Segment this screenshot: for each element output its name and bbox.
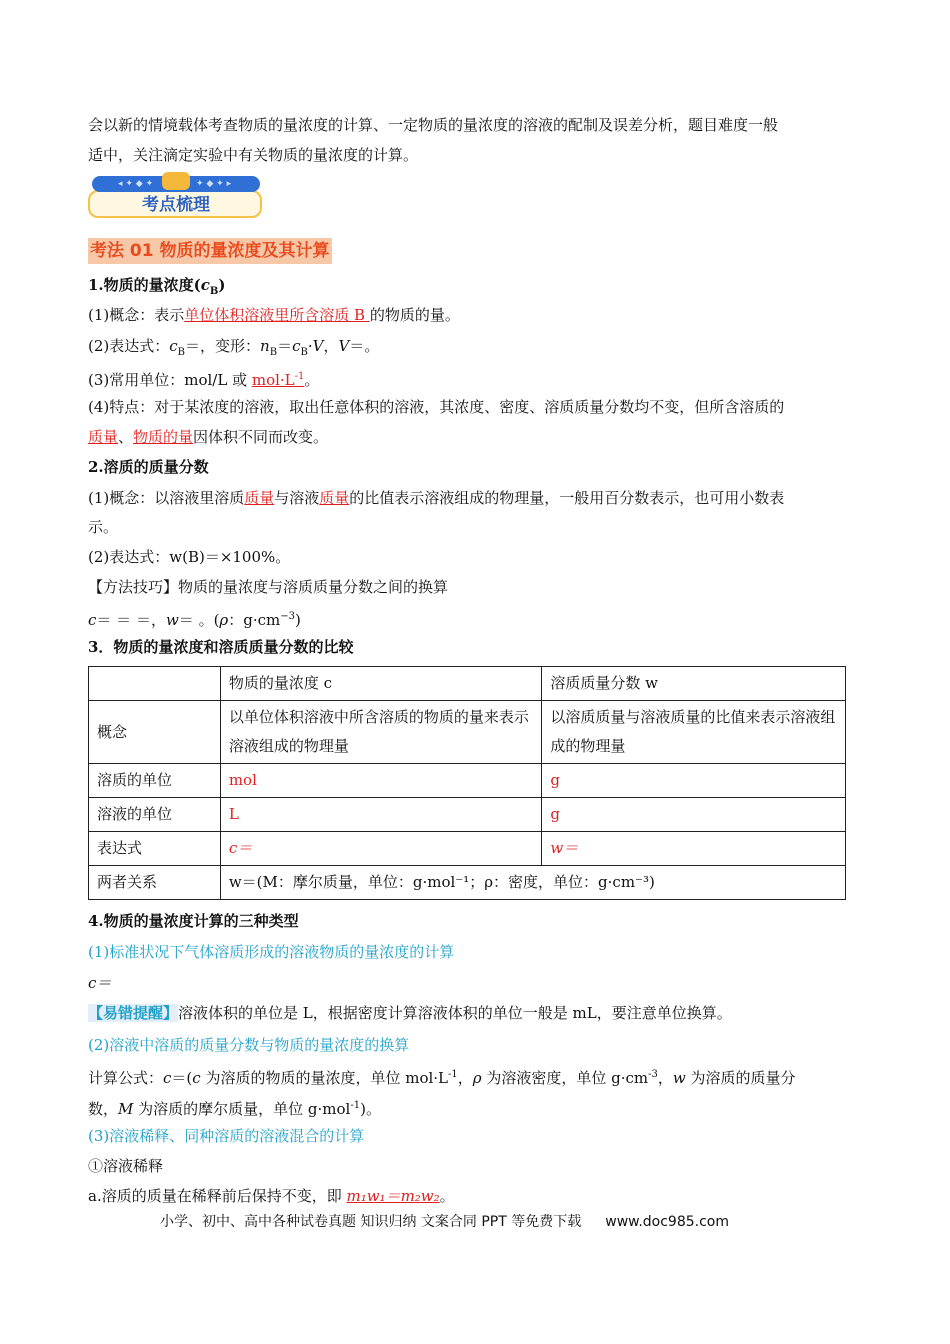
s1-feature-line-2: 质量、物质的量因体积不同而改变。 [88, 428, 329, 446]
section-banner [88, 172, 264, 220]
table-header-row [89, 667, 846, 701]
table-row-label: 两者关系 [89, 866, 221, 900]
table-row-label: 溶质的单位 [89, 764, 221, 798]
table-cell: L [220, 798, 542, 832]
table-cell: g [542, 764, 846, 798]
table-header-cell [89, 667, 221, 701]
table-header-cell: 物质的量浓度 c [220, 667, 542, 701]
s1-concept: (1)概念：表示单位体积溶液里所含溶质 B 的物质的量。 [88, 306, 460, 324]
footer-url[interactable]: www.doc985.com [605, 1214, 729, 1230]
banner-ornament-right-icon: ✦ ◆ ✦ ▸ [196, 179, 232, 189]
s4-warning: 【易错提醒】溶液体积的单位是 L，根据密度计算溶液体积的单位一般是 mL，要注意单位换算。 [88, 1004, 732, 1022]
section-title: 考法 01 物质的量浓度及其计算 [88, 238, 332, 264]
s2-formula: c＝ ＝ ＝，w＝ 。(ρ：$g\cdot cm^{-3}$) [88, 611, 301, 629]
s1-unit: (3)常用单位：mol/L 或 $mol\cdot L^{-1}$。 [88, 371, 320, 389]
s4-dilute-a: a.溶质的质量在稀释前后保持不变，即 m₁w₁＝m₂w₂。 [88, 1187, 455, 1205]
banner-knob-icon [162, 172, 190, 190]
s1-feature-line-1: (4)特点：对于某浓度的溶液，取出任意体积的溶液，其浓度、密度、溶质质量分数均不变，但所含溶质的 [88, 398, 785, 416]
table-row-label: 溶液的单位 [89, 798, 221, 832]
s2-expression: (2)表达式：w(B)＝×100%。 [88, 548, 291, 566]
table-cell-relation: w＝(M：摩尔质量，单位：g·mol⁻¹；ρ：密度，单位：g·cm⁻³) [220, 866, 845, 900]
s4-calc-line-1: 计算公式：c＝(c 为溶质的物质的量浓度，单位 $mol\cdot L^{-1}$，ρ 为溶液密度，单位 $g\cdot cm^{-3}$，w 为溶质的质量分 [88, 1069, 796, 1087]
table-cell: w＝ [542, 832, 846, 866]
page-footer [160, 1211, 860, 1233]
s4-type-1: (1)标准状况下气体溶质形成的溶液物质的量浓度的计算 [88, 943, 455, 961]
table-row [89, 866, 846, 900]
s2-tip: 【方法技巧】物质的量浓度与溶质质量分数之间的换算 [88, 578, 449, 596]
table-row-label: 表达式 [89, 832, 221, 866]
table-row [89, 832, 846, 866]
table-row [89, 798, 846, 832]
table-cell: mol [220, 764, 542, 798]
s4-type-3: (3)溶液稀释、同种溶质的溶液混合的计算 [88, 1127, 365, 1145]
s4-calc-line-2: 数，M 为溶质的摩尔质量，单位 g·mol$^{-1}$)。 [88, 1100, 381, 1118]
s1-concept-key: 单位体积溶液里所含溶质 B [184, 306, 370, 324]
banner-title: 考点梳理 [142, 195, 210, 215]
dilute-formula: m₁w₁＝m₂w₂ [346, 1187, 440, 1205]
table-header-cell: 溶质质量分数 w [542, 667, 846, 701]
s2-heading: 2.溶质的质量分数 [88, 458, 209, 476]
table-row-label: 概念 [89, 701, 221, 764]
s4-dilute: ①溶液稀释 [88, 1157, 164, 1175]
comparison-table [88, 666, 846, 900]
intro-line-1: 会以新的情境载体考查物质的量浓度的计算、一定物质的量浓度的溶液的配制及误差分析，题目难度一般 [88, 116, 779, 134]
table-cell: c＝ [220, 832, 542, 866]
warning-tag: 【易错提醒】 [88, 1004, 179, 1022]
s4-type-1-formula: c＝ [88, 974, 112, 992]
table-row [89, 701, 846, 764]
footer-text: 小学、初中、高中各种试卷真题 知识归纳 文案合同 PPT 等免费下载 [160, 1214, 582, 1230]
table-row [89, 764, 846, 798]
banner-ornament-left-icon: ◂ ✦ ◆ ✦ [118, 179, 154, 189]
s2-concept-line-2: 示。 [88, 518, 119, 536]
s3-heading: 3．物质的量浓度和溶质质量分数的比较 [88, 638, 354, 656]
table-cell: 以溶质质量与溶液质量的比值来表示溶液组成的物理量 [542, 701, 846, 764]
s1-unit-key: $mol\cdot L^{-1}$ [251, 371, 305, 389]
s4-type-2: (2)溶液中溶质的质量分数与物质的量浓度的换算 [88, 1036, 410, 1054]
table-cell: 以单位体积溶液中所含溶质的物质的量来表示溶液组成的物理量 [220, 701, 542, 764]
s4-heading: 4.物质的量浓度计算的三种类型 [88, 912, 299, 930]
s1-expression: (2)表达式：$c_B=$，变形：$n_B=c_B\cdot V$，V＝。 [88, 337, 380, 358]
s1-heading: 1.物质的量浓度$(c_B)$ [88, 276, 226, 297]
table-cell: g [542, 798, 846, 832]
intro-line-2: 适中，关注滴定实验中有关物质的量浓度的计算。 [88, 146, 419, 164]
s2-concept-line-1: (1)概念：以溶液里溶质质量与溶液质量的比值表示溶液组成的物理量，一般用百分数表示，也可用小数表 [88, 489, 785, 507]
